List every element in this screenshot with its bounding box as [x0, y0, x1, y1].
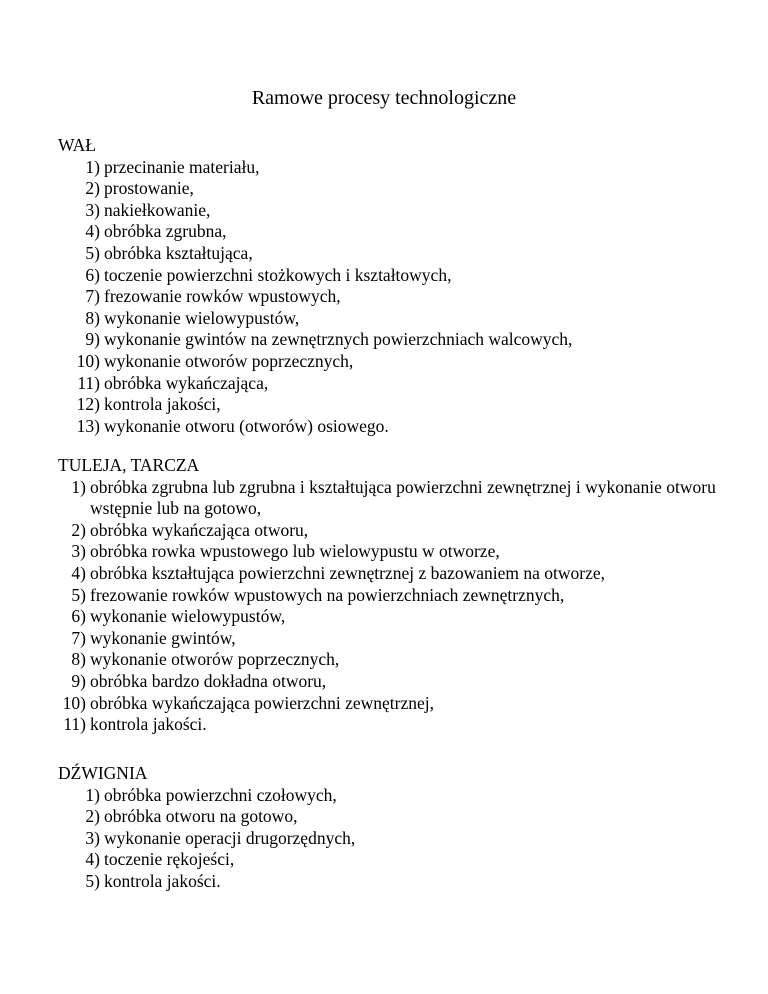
item-number: 5): [85, 870, 100, 891]
item-number: 5): [85, 242, 100, 263]
item-number: 1): [71, 476, 86, 497]
item-number: 2): [85, 806, 100, 827]
item-text: obróbka otworu na gotowo,: [104, 806, 298, 827]
section-heading: WAŁ: [58, 135, 96, 155]
item-number: 8): [71, 649, 86, 670]
list-item: [58, 628, 748, 650]
item-number: 2): [71, 519, 86, 540]
item-number: 4): [85, 849, 100, 870]
item-number: 3): [85, 827, 100, 848]
list-item: [58, 871, 748, 893]
list-item: [58, 351, 748, 373]
list-item: [58, 785, 748, 807]
item-number: 5): [71, 584, 86, 605]
item-number: 7): [85, 286, 100, 307]
item-text: wykonanie otworu (otworów) osiowego.: [104, 415, 389, 436]
item-number: 10): [76, 350, 100, 371]
list-item: [58, 243, 748, 265]
item-number: 12): [76, 394, 100, 415]
list-item: [58, 200, 748, 222]
list-item: [58, 520, 748, 542]
item-text: obróbka rowka wpustowego lub wielowypustu w otworze,: [90, 541, 500, 562]
list-item: [58, 541, 748, 563]
item-text: obróbka wykańczająca otworu,: [90, 519, 309, 540]
section-tuleja-tarcza: [58, 455, 748, 736]
item-number: 1): [85, 784, 100, 805]
item-text: obróbka bardzo dokładna otworu,: [90, 670, 327, 691]
item-number: 9): [71, 670, 86, 691]
item-text: obróbka zgrubna lub zgrubna i kształtująca powierzchni zewnętrznej i wykonanie otworu wstępnie lub na gotowo,: [90, 476, 721, 519]
section-heading: TULEJA, TARCZA: [58, 455, 200, 475]
item-text: toczenie powierzchni stożkowych i kształtowych,: [104, 264, 452, 285]
item-number: 7): [71, 627, 86, 648]
list-item: [58, 329, 748, 351]
item-text: wykonanie wielowypustów,: [90, 606, 286, 627]
list-item: [58, 286, 748, 308]
list-item: [58, 477, 748, 520]
item-number: 13): [76, 415, 100, 436]
item-text: kontrola jakości.: [90, 714, 207, 735]
item-text: przecinanie materiału,: [104, 156, 260, 177]
list-item: [58, 308, 748, 330]
list-item: [58, 849, 748, 871]
item-number: 3): [71, 541, 86, 562]
item-number: 4): [85, 221, 100, 242]
section-wal: [58, 135, 748, 437]
item-number: 4): [71, 562, 86, 583]
list-item: [58, 693, 748, 715]
item-text: frezowanie rowków wpustowych na powierzchniach zewnętrznych,: [90, 584, 565, 605]
item-number: 2): [85, 178, 100, 199]
item-text: wykonanie gwintów na zewnętrznych powierzchniach walcowych,: [104, 329, 573, 350]
item-number: 8): [85, 307, 100, 328]
item-text: nakiełkowanie,: [104, 199, 211, 220]
section-dzwignia: [58, 763, 748, 893]
numbered-list: [58, 157, 748, 438]
item-text: obróbka zgrubna,: [104, 221, 227, 242]
list-item: [58, 563, 748, 585]
item-text: obróbka wykańczająca powierzchni zewnętrznej,: [90, 692, 434, 713]
list-item: [58, 394, 748, 416]
item-number: 9): [85, 329, 100, 350]
item-text: kontrola jakości.: [104, 870, 221, 891]
item-text: wykonanie otworów poprzecznych,: [90, 649, 340, 670]
item-number: 11): [77, 372, 100, 393]
item-text: kontrola jakości,: [104, 394, 221, 415]
item-text: obróbka kształtująca powierzchni zewnętrznej z bazowaniem na otworze,: [90, 562, 606, 583]
item-number: 10): [62, 692, 86, 713]
list-item: [58, 416, 748, 438]
list-item: [58, 806, 748, 828]
list-item: [58, 157, 748, 179]
list-item: [58, 671, 748, 693]
list-item: [58, 373, 748, 395]
item-text: obróbka powierzchni czołowych,: [104, 784, 337, 805]
page-title: Ramowe procesy technologiczne: [251, 87, 517, 109]
list-item: [58, 606, 748, 628]
section-heading: DŹWIGNIA: [58, 763, 148, 783]
list-item: [58, 714, 748, 736]
item-text: obróbka kształtująca,: [104, 242, 253, 263]
item-text: toczenie rękojeści,: [104, 849, 235, 870]
list-item: [58, 265, 748, 287]
item-text: wykonanie otworów poprzecznych,: [104, 350, 354, 371]
list-item: [58, 585, 748, 607]
item-number: 3): [85, 199, 100, 220]
list-item: [58, 221, 748, 243]
item-text: prostowanie,: [104, 178, 194, 199]
list-item: [58, 178, 748, 200]
item-text: obróbka wykańczająca,: [104, 372, 269, 393]
item-text: wykonanie operacji drugorzędnych,: [104, 827, 356, 848]
list-item: [58, 828, 748, 850]
list-item: [58, 649, 748, 671]
item-text: wykonanie gwintów,: [90, 627, 236, 648]
numbered-list: [58, 477, 748, 736]
item-text: wykonanie wielowypustów,: [104, 307, 300, 328]
item-text: frezowanie rowków wpustowych,: [104, 286, 341, 307]
item-number: 6): [85, 264, 100, 285]
item-number: 1): [85, 156, 100, 177]
numbered-list: [58, 785, 748, 893]
item-number: 11): [63, 714, 86, 735]
item-number: 6): [71, 606, 86, 627]
